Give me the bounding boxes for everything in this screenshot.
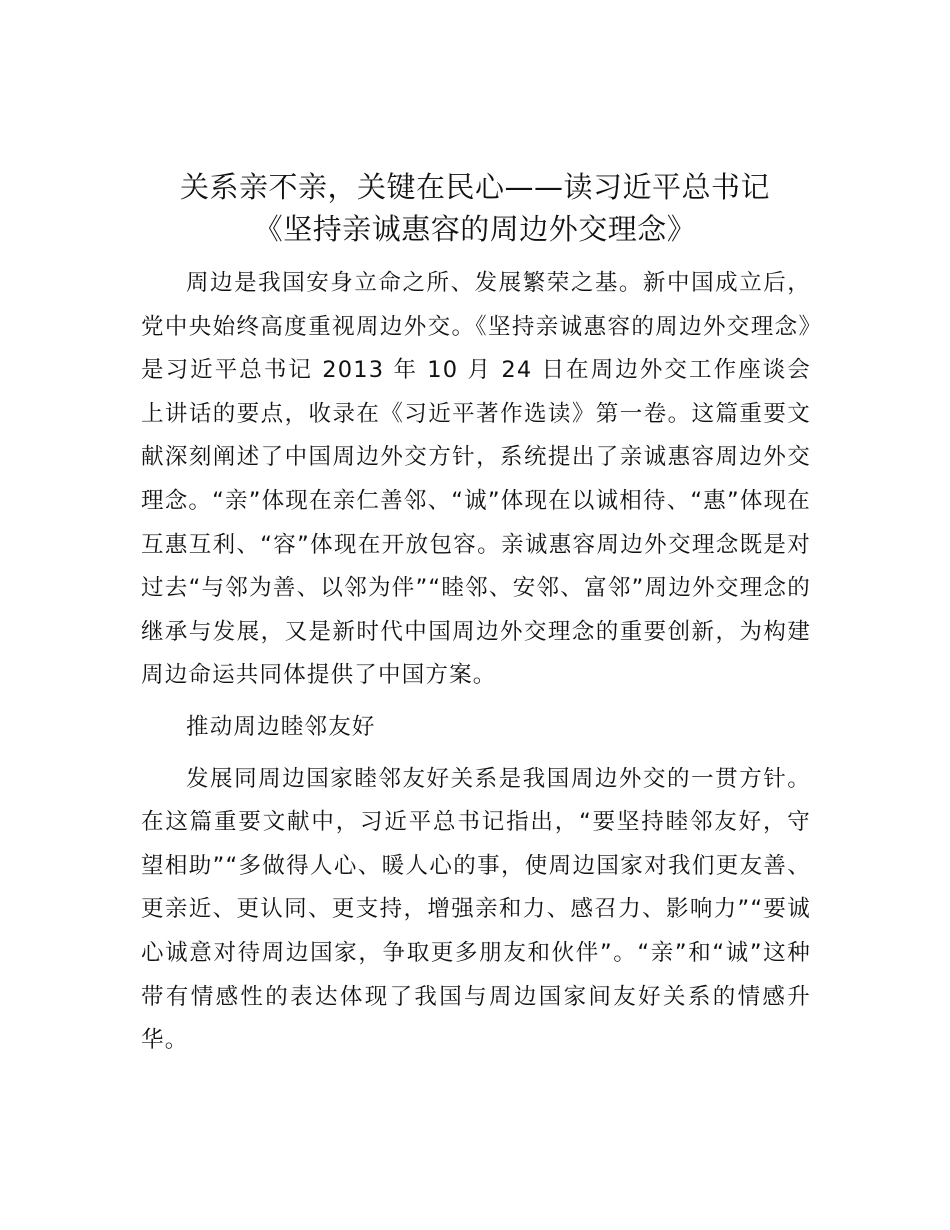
intro-paragraph: 周边是我国安身立命之所、发展繁荣之基。新中国成立后，党中央始终高度重视周边外交。《坚持亲诚惠容的周边外交理念》是习近平总书记 2013 年 10 月 24 日在周边外交工作座谈会上讲话的要点，收录在《习近平著作选读》第一卷。这篇重要文献深刻阐述了中国周边外交方针，系统提出了亲诚惠容周边外交理念。“亲”体现在亲仁善邻、“诚”体现在以诚相待、“惠”体现在互惠互利、“容”体现在开放包容。亲诚惠容周边外交理念既是对过去“与邻为善、以邻为伴”“睦邻、安邻、富邻”周边外交理念的继承与发展，又是新时代中国周边外交理念的重要创新，为构建周边命运共同体提供了中国方案。	[141, 270, 811, 689]
title-line-1: 关系亲不亲，关键在民心——读习近平总书记	[179, 170, 770, 204]
section-heading: 推动周边睦邻友好	[186, 713, 376, 740]
document-title	[100, 166, 850, 250]
title-line-2: 《坚持亲诚惠容的周边外交理念》	[253, 212, 697, 246]
document-body	[141, 262, 811, 1063]
section-paragraph: 发展同周边国家睦邻友好关系是我国周边外交的一贯方针。在这篇重要文献中，习近平总书记指出，“要坚持睦邻友好，守望相助”“多做得人心、暖人心的事，使周边国家对我们更友善、更亲近、更认同、更支持，增强亲和力、感召力、影响力”“要诚心诚意对待周边国家，争取更多朋友和伙伴”。“亲”和“诚”这种带有情感性的表达体现了我国与周边国家间友好关系的情感升华。	[141, 765, 811, 1054]
